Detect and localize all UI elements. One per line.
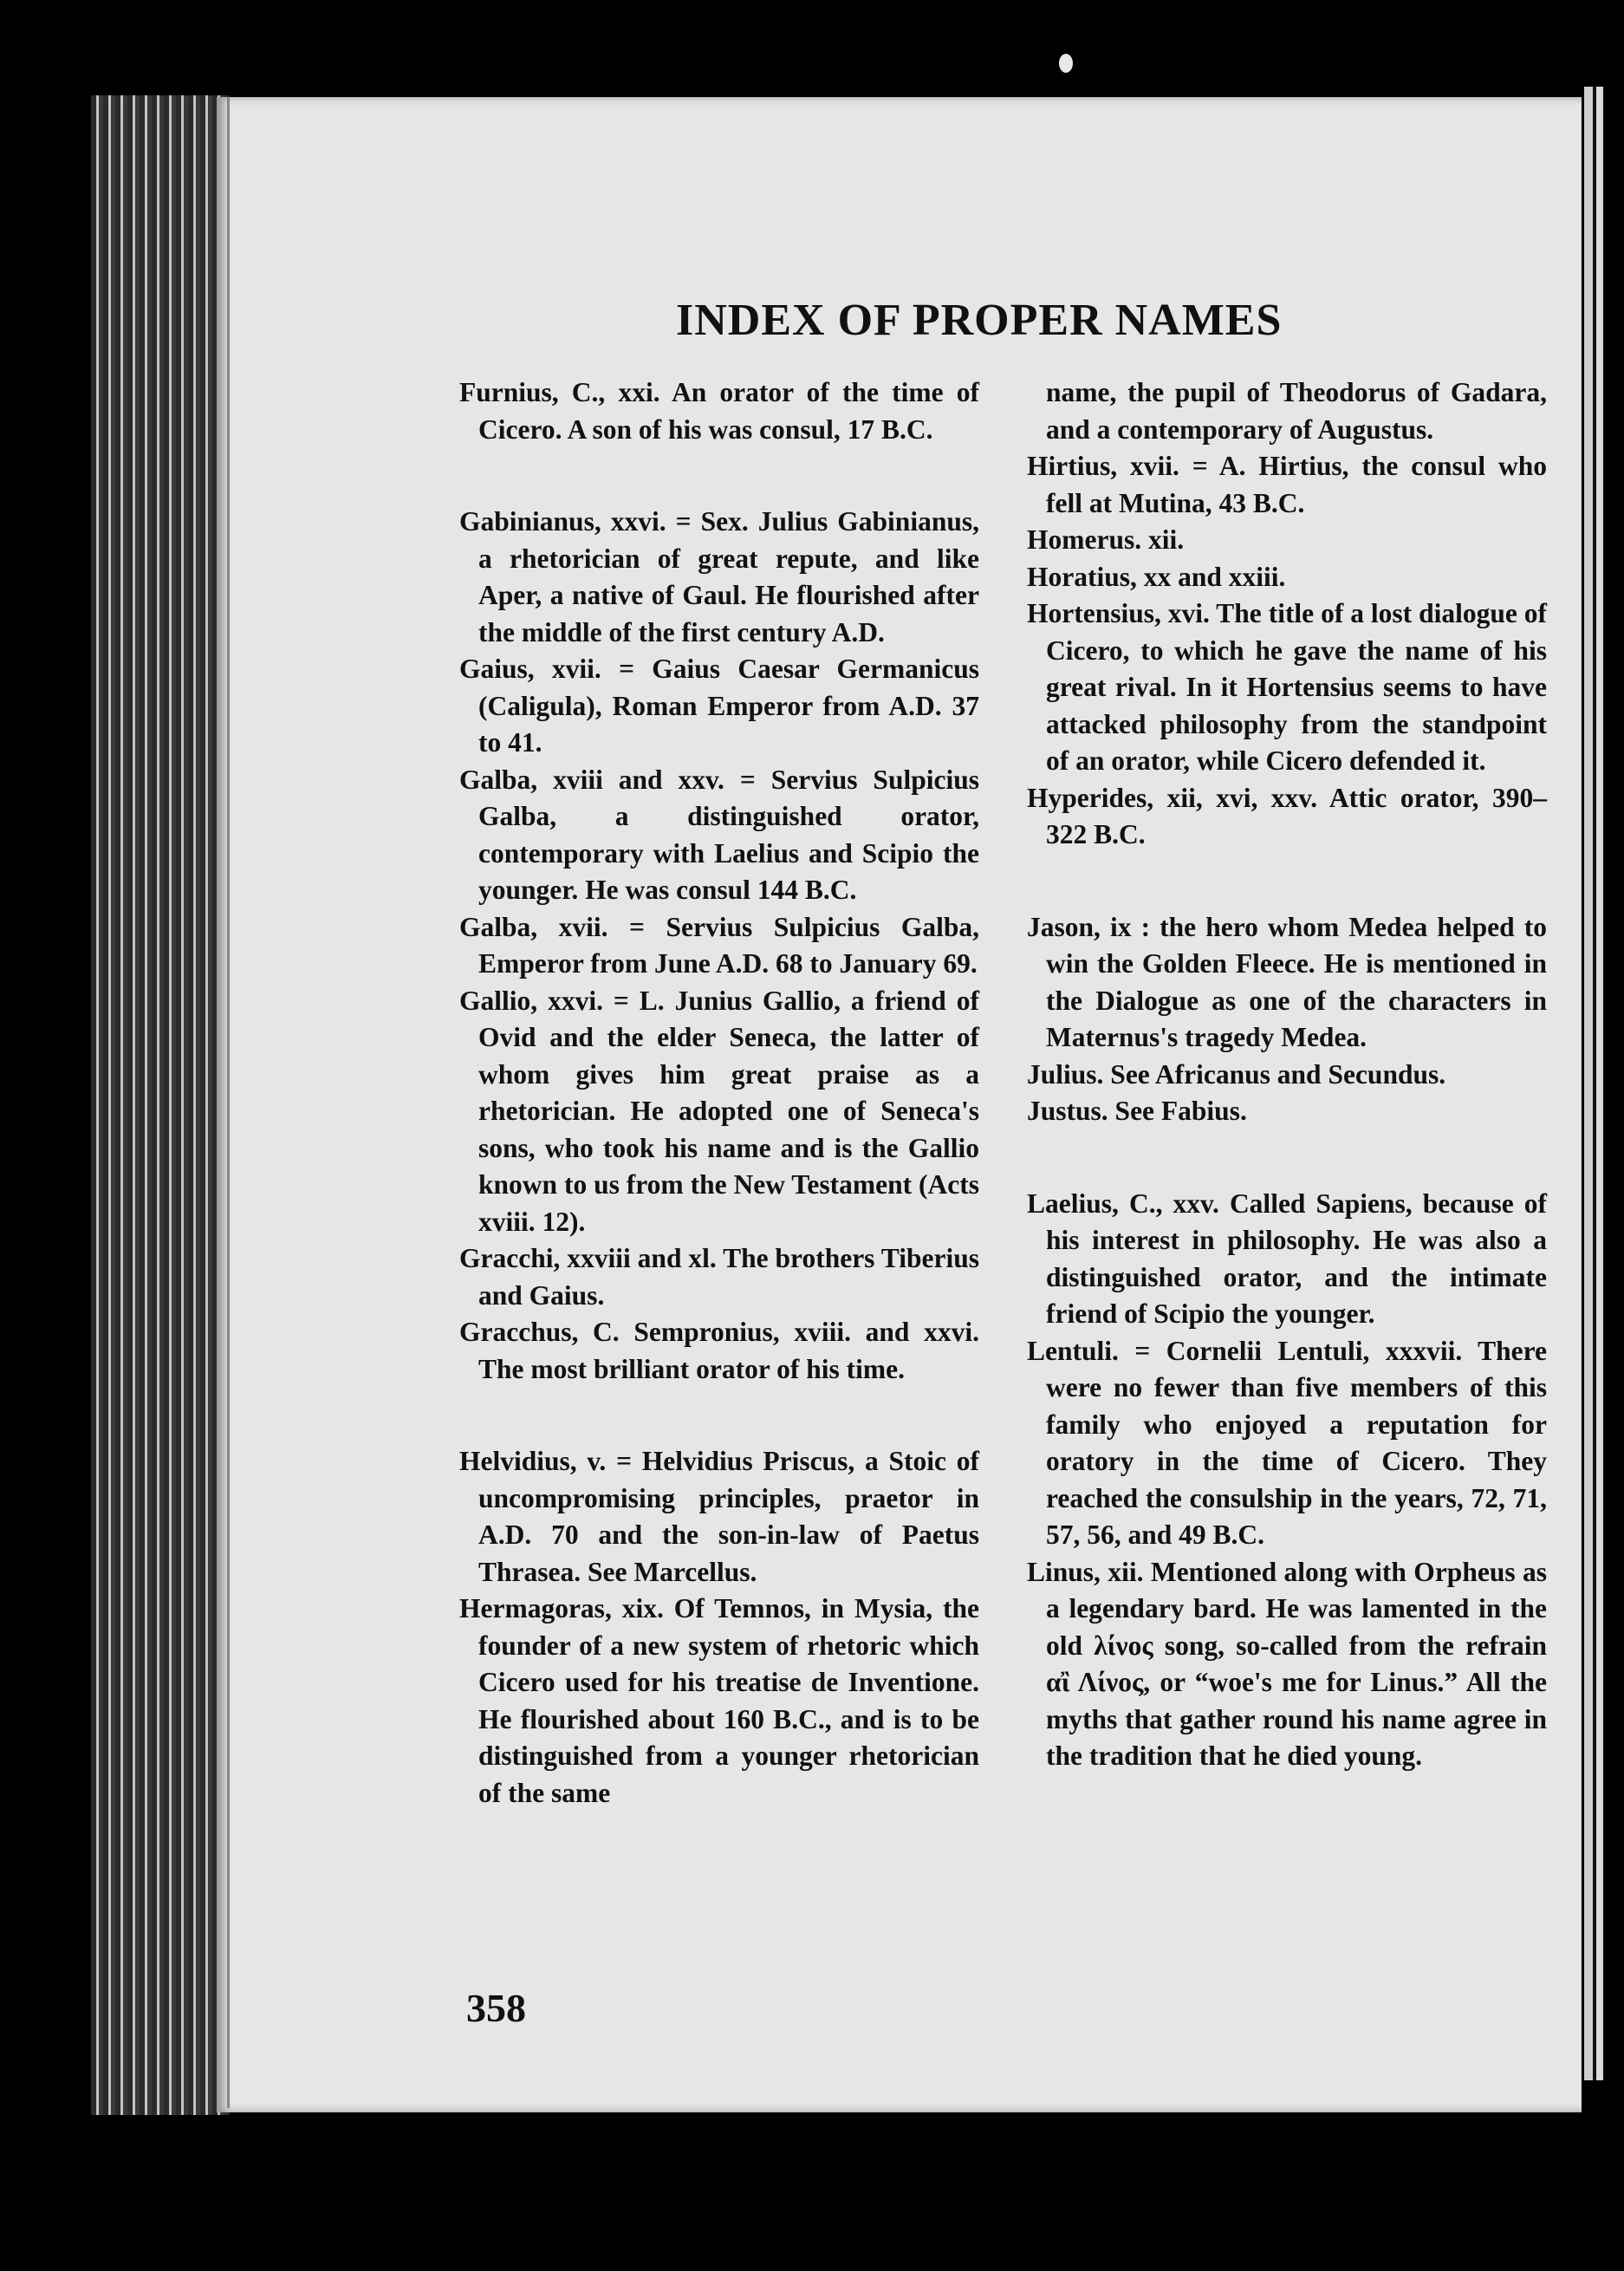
index-entry: Lentuli. = Cornelii Lentuli, xxxvii. There were no fewer than five members of this family who enjoyed a reputation for oratory in the time of Cicero. They reached the consulship in the years, 72, 71, 57, 56, and 49 B.C.	[1027, 1335, 1547, 1550]
index-entry: Gallio, xxvi. = L. Junius Gallio, a friend of Ovid and the elder Seneca, the latter of whom gives him great praise as a rhetorician. He adopted one of Seneca's sons, who took his name and is the Gallio known to us from the New Testament (Acts xviii. 12).	[459, 985, 979, 1237]
index-entry: Julius. See Africanus and Secundus.	[1027, 1058, 1446, 1090]
index-entry: Galba, xvii. = Servius Sulpicius Galba, Emperor from June A.D. 68 to January 69.	[459, 911, 979, 979]
index-entry-continuation: name, the pupil of Theodorus of Gadara, and a contemporary of Augustus.	[1046, 377, 1547, 445]
index-entry: Gaius, xvii. = Gaius Caesar Germanicus (Caligula), Roman Emperor from A.D. 37 to 41.	[459, 654, 979, 758]
page-fold-line	[227, 97, 230, 2108]
index-entry: Gabinianus, xxvi. = Sex. Julius Gabinianus, a rhetorician of great repute, and like Aper, a native of Gaul. He flourished after the middle of the first century A.D.	[459, 506, 979, 647]
index-entry: Hortensius, xvi. The title of a lost dialogue of Cicero, to which he gave the name of his great rival. In it Hortensius seems to have attacked philosophy from the standpoint of an orator, while Cicero defended it.	[1027, 598, 1547, 776]
index-entry: Homerus. xii.	[1027, 524, 1185, 555]
index-entry: Gracchi, xxviii and xl. The brothers Tiberius and Gaius.	[459, 1243, 979, 1311]
right-page-edge	[1584, 87, 1624, 2080]
index-entry: Gracchus, C. Sempronius, xviii. and xxvi. The most brilliant orator of his time.	[459, 1317, 979, 1384]
index-entry: Laelius, C., xxv. Called Sapiens, because of his interest in philosophy. He was also a distinguished orator, and the intimate friend of Scipio the younger.	[1027, 1188, 1547, 1329]
index-entry: Hirtius, xvii. = A. Hirtius, the consul who fell at Mutina, 43 B.C.	[1027, 451, 1547, 518]
left-column	[459, 374, 979, 1812]
index-entry: Justus. See Fabius.	[1027, 1096, 1247, 1126]
index-entry: Helvidius, v. = Helvidius Priscus, a Stoic of uncompromising principles, praetor in A.D. 70 and the son-in-law of Paetus Thrasea. See Marcellus.	[459, 1446, 979, 1587]
index-entry: Furnius, C., xxi. An orator of the time of Cicero. A son of his was consul, 17 B.C.	[459, 377, 979, 445]
index-entry: Hermagoras, xix. Of Temnos, in Mysia, the founder of a new system of rhetoric which Cicero used for his treatise de Inventione. He flourished about 160 B.C., and is to be distinguished from a younger rhetorician of the same	[459, 1593, 979, 1808]
right-column	[1027, 374, 1547, 1775]
index-entry: Jason, ix : the hero whom Medea helped to win the Golden Fleece. He is mentioned in the Dialogue as one of the characters in Maternus's tragedy Medea.	[1027, 911, 1547, 1052]
page-title: INDEX OF PROPER NAMES	[676, 296, 1283, 345]
page-number: 358	[466, 1986, 526, 2030]
index-entry: Horatius, xx and xxiii.	[1027, 561, 1286, 592]
ink-speck	[1059, 54, 1073, 73]
index-entry: Linus, xii. Mentioned along with Orpheus as a legendary bard. He was lamented in the old λίνος song, so-called from the refrain αἲ Λίνος, or “woe's me for Linus.” All the myths that gather round his name agree in the tradition that he died young.	[1027, 1556, 1547, 1771]
index-entry: Hyperides, xii, xvi, xxv. Attic orator, 390–322 B.C.	[1027, 782, 1547, 849]
page-edges	[91, 95, 230, 2115]
index-entry: Galba, xviii and xxv. = Servius Sulpicius Galba, a distinguished orator, contemporary with Laelius and Scipio the younger. He was consul 144 B.C.	[459, 764, 979, 905]
